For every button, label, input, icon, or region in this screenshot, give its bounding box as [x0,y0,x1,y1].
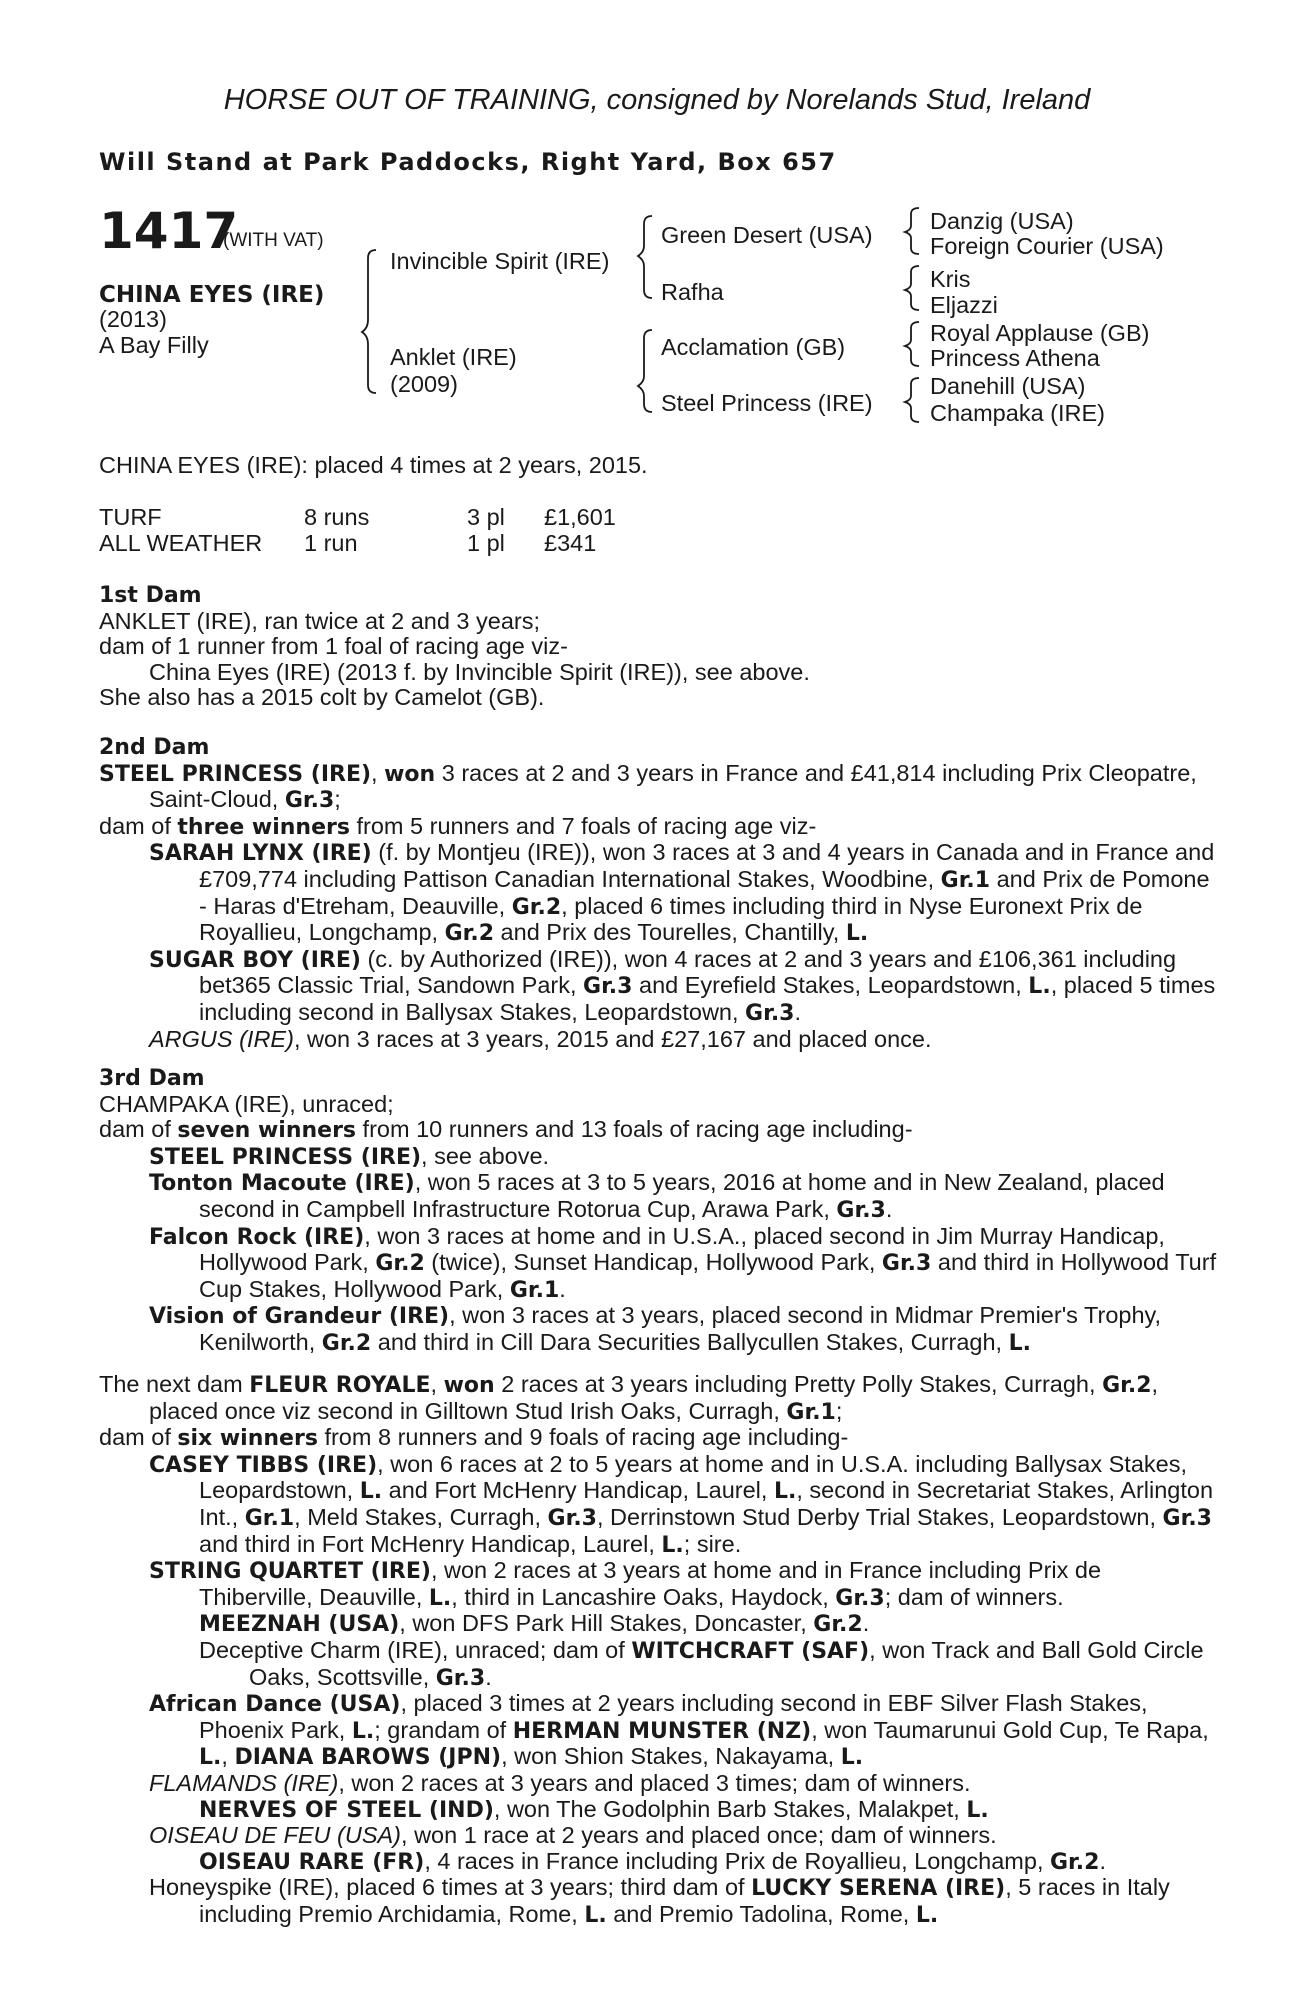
grand-progeny-entry: OISEAU RARE (FR), 4 races in France including Prix de Royallieu, Longchamp, Gr.2. [199,1847,1106,1875]
next-dam-section [99,1372,1219,1928]
pedigree-sire: Invincible Spirit (IRE) [390,248,610,274]
pedigree-sire-dam: Rafha [661,279,724,305]
second-dam-record: STEEL PRINCESS (IRE), won 3 races at 2 and 3 years in France and £41,814 including Prix Cleopatre, Saint-Cloud, Gr.3; [99,759,1197,814]
second-dam-section [99,735,1219,1052]
grand-progeny-entry: NERVES OF STEEL (IND), won The Godolphin Barb Stakes, Malakpet, L. [199,1795,989,1823]
progeny-entry: OISEAU DE FEU (USA), won 1 race at 2 years and placed once; dam of winners. [149,1822,997,1849]
progeny-entry: Falcon Rock (IRE), won 3 races at home and in U.S.A., placed second in Jim Murray Handicap, Hollywood Park, Gr.2 (twice), Sunset Handicap, Hollywood Park, Gr.3 and third in Hollywood Turf Cup Stakes, Hollywood Park, Gr.1. [149,1222,1217,1303]
table-row [99,504,616,530]
race-record-table [99,504,616,556]
vat-label: (WITH VAT) [223,230,324,251]
next-dam-produce: dam of six winners from 8 runners and 9 foals of racing age including- [99,1424,849,1452]
third-dam-line: CHAMPAKA (IRE), unraced; [99,1090,394,1117]
record-placed: 3 pl [467,504,505,530]
horse-name: CHINA EYES (IRE) [99,282,325,308]
pedigree-gg-1: Danzig (USA) [930,208,1074,234]
first-dam-progeny: China Eyes (IRE) (2013 f. by Invincible Spirit (IRE)), see above. [149,658,810,685]
progeny-entry: CASEY TIBBS (IRE), won 6 races at 2 to 5 years at home and in U.S.A. including Ballysax Stakes, Leopardstown, L. and Fort McHenry Handicap, Laurel, L., second in Secretariat Stakes, Arlington Int., Gr.1, Meld Stakes, Curragh, Gr.3, Derrinstown Stud Derby Trial Stakes, Leopardstown, Gr.3 and third in Fort McHenry Handicap, Laurel, L.; sire. [149,1450,1214,1558]
lot-number: 1417 [99,202,239,260]
horse-year: (2013) [99,306,167,332]
progeny-entry: ARGUS (IRE), won 3 races at 3 years, 2015 and £27,167 and placed once. [149,1025,932,1052]
grand-progeny-entry: MEEZNAH (USA), won DFS Park Hill Stakes, Doncaster, Gr.2. [199,1610,870,1638]
grand-progeny-entry: Deceptive Charm (IRE), unraced; dam of WITCHCRAFT (SAF), won Track and Ball Gold Circle Oaks, Scottsville, Gr.3. [199,1636,1204,1691]
record-runs: 1 run [304,530,358,556]
progeny-entry: STEEL PRINCESS (IRE), see above. [149,1142,550,1170]
progeny-entry: FLAMANDS (IRE), won 2 races at 3 years and placed 3 times; dam of winners. [149,1769,971,1796]
third-dam-heading: 3rd Dam [99,1066,205,1091]
next-dam-record: The next dam FLEUR ROYALE, won 2 races at 3 years including Pretty Polly Stakes, Curragh, Gr.2, placed once viz second in Gilltown Stud Irish Oaks, Curragh, Gr.1; [99,1371,1159,1425]
progeny-entry: Honeyspike (IRE), placed 6 times at 3 years; third dam of LUCKY SERENA (IRE), 5 races in Italy including Premio Archidamia, Rome, L. and Premio Tadolina, Rome, L. [149,1874,1170,1928]
second-dam-produce: dam of three winners from 5 runners and 7 foals of racing age viz- [99,812,817,840]
race-summary: CHINA EYES (IRE): placed 4 times at 2 years, 2015. [99,452,648,478]
progeny-entry: Vision of Grandeur (IRE), won 3 races at 3 years, placed second in Midmar Premier's Trophy, Kenilworth, Gr.2 and third in Cill Dara Securities Ballycullen Stakes, Curragh, L. [149,1302,1162,1356]
location-line: Will Stand at Park Paddocks, Right Yard, Box 657 [99,148,837,176]
progeny-entry: STRING QUARTET (IRE), won 2 races at 3 years at home and in France including Prix de Thiberville, Deauville, L., third in Lancashire Oaks, Haydock, Gr.3; dam of winners. [149,1557,1102,1611]
third-dam-produce: dam of seven winners from 10 runners and 13 foals of racing age including- [99,1116,913,1144]
progeny-entry: Tonton Macoute (IRE), won 5 races at 3 to 5 years, 2016 at home and in New Zealand, placed second in Campbell Infrastructure Rotorua Cup, Arawa Park, Gr.3. [149,1169,1165,1223]
record-money: £341 [544,530,597,556]
pedigree-gg-2: Foreign Courier (USA) [930,233,1164,259]
page-heading: HORSE OUT OF TRAINING, consigned by Norelands Stud, Ireland [223,84,1091,116]
progeny-entry: SUGAR BOY (IRE) (c. by Authorized (IRE)), won 4 races at 2 and 3 years and £106,361 including bet365 Classic Trial, Sandown Park, Gr.3 and Eyrefield Stakes, Leopardstown, L., placed 5 times including second in Ballysax Stakes, Leopardstown, Gr.3. [149,945,1216,1026]
horse-description: A Bay Filly [99,332,209,358]
first-dam-line: dam of 1 runner from 1 foal of racing age viz- [99,633,568,660]
table-row [99,530,616,556]
pedigree-gg-6: Princess Athena [930,345,1100,371]
record-surface: TURF [99,504,162,530]
first-dam-line: ANKLET (IRE), ran twice at 2 and 3 years; [99,607,541,634]
second-dam-heading: 2nd Dam [99,735,210,760]
pedigree-sire-sire: Green Desert (USA) [661,222,873,248]
first-dam-section [99,583,1219,711]
pedigree-gg-8: Champaka (IRE) [930,400,1105,426]
pedigree-brackets [0,0,1314,460]
pedigree-gg-3: Kris [930,266,971,292]
pedigree-dam-sire: Acclamation (GB) [661,334,846,360]
pedigree-gg-7: Danehill (USA) [930,373,1086,399]
record-money: £1,601 [544,504,616,530]
progeny-entry: SARAH LYNX (IRE) (f. by Montjeu (IRE)), won 3 races at 3 and 4 years in Canada and in France and £709,774 including Pattison Canadian International Stakes, Woodbine, Gr.1 and Prix de Pomone - Haras d'Etreham, Deauville, Gr.2, placed 6 times including third in Nyse Euronext Prix de Royallieu, Longchamp, Gr.2 and Prix des Tourelles, Chantilly, L. [149,839,1215,947]
first-dam-line: She also has a 2015 colt by Camelot (GB). [99,684,545,711]
record-placed: 1 pl [467,530,505,556]
third-dam-section [99,1066,1219,1357]
pedigree-dam-year: (2009) [390,371,458,397]
pedigree-dam-dam: Steel Princess (IRE) [661,390,873,416]
pedigree-gg-4: Eljazzi [930,292,998,318]
first-dam-heading: 1st Dam [99,583,202,608]
record-surface: ALL WEATHER [99,530,263,556]
pedigree-dam: Anklet (IRE) [390,344,517,370]
progeny-entry: African Dance (USA), placed 3 times at 2 years including second in EBF Silver Flash Stakes, Phoenix Park, L.; grandam of HERMAN MUNSTER (NZ), won Taumarunui Gold Cup, Te Rapa, L., DIANA BAROWS (JPN), won Shion Stakes, Nakayama, L. [149,1690,1209,1771]
pedigree-gg-5: Royal Applause (GB) [930,320,1150,346]
record-runs: 8 runs [304,504,370,530]
